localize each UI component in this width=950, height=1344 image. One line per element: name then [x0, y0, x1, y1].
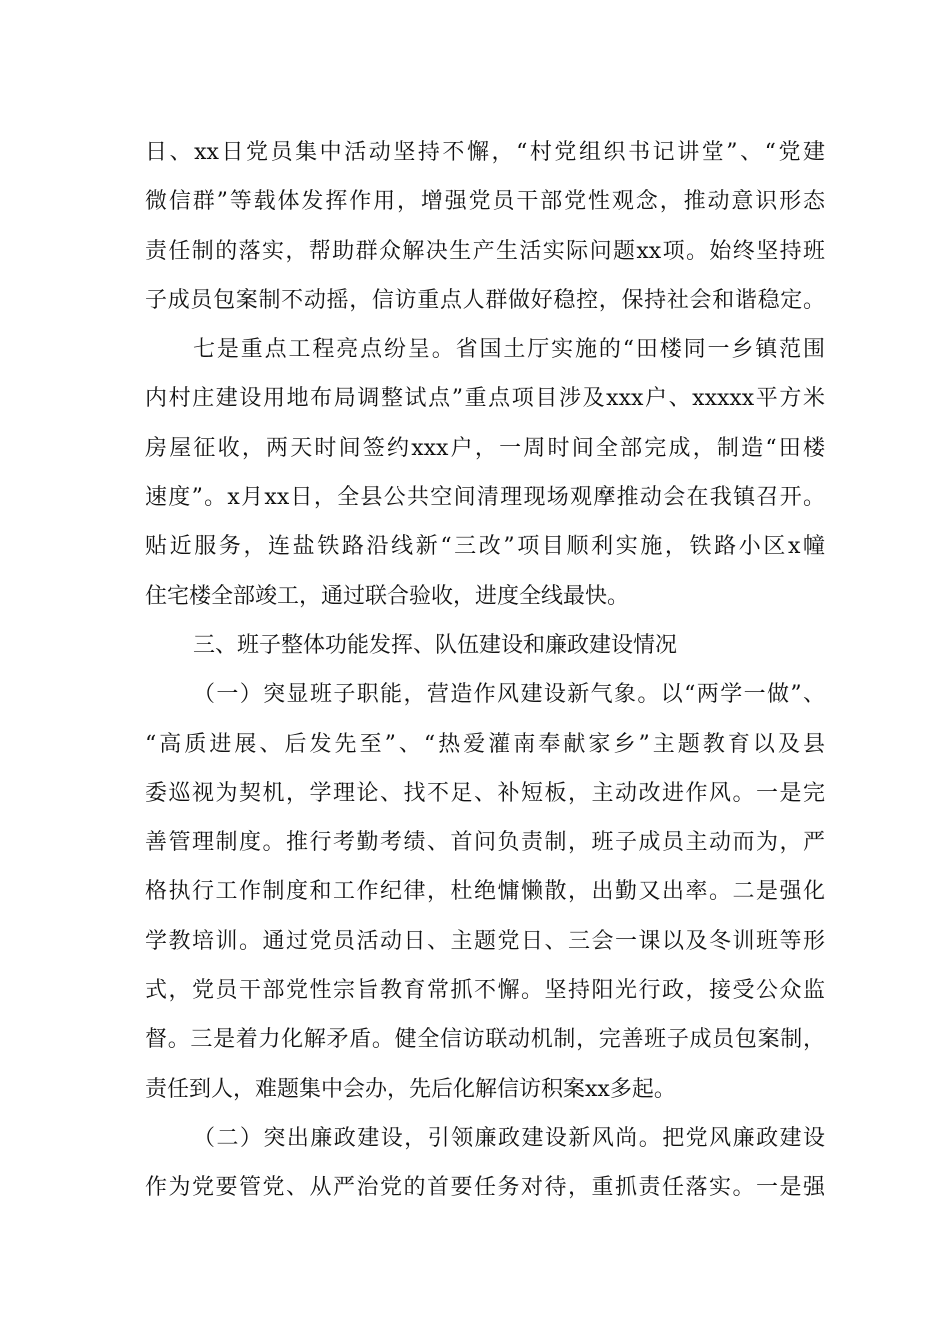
text-line: 督。三是着力化解矛盾。健全信访联动机制，完善班子成员包案制，	[145, 1027, 825, 1053]
text-line: 房屋征收，两天时间签约xxx户，一周时间全部完成，制造“田楼	[145, 435, 825, 461]
text-line: 善管理制度。推行考勤考绩、首问负责制，班子成员主动而为，严	[145, 830, 825, 856]
text-line: 日、xx日党员集中活动坚持不懈，“村党组织书记讲堂”、“党建	[145, 140, 825, 165]
text-line: 学教培训。通过党员活动日、主题党日、三会一课以及冬训班等形	[145, 928, 825, 954]
text-line: “高质进展、后发先至”、“热爱灌南奉献家乡”主题教育以及县	[145, 731, 825, 757]
text-line: 微信群”等载体发挥作用，增强党员干部党性观念，推动意识形态	[145, 189, 825, 215]
text-line: 贴近服务，连盐铁路沿线新“三改”项目顺利实施，铁路小区x幢	[145, 534, 825, 560]
paragraph-start-line: 七是重点工程亮点纷呈。省国土厅实施的“田楼同一乡镇范围	[193, 337, 825, 363]
text-line: 子成员包案制不动摇，信访重点人群做好稳控，保持社会和谐稳定。	[145, 287, 825, 313]
text-line: 作为党要管党、从严治党的首要任务对待，重抓责任落实。一是强	[145, 1175, 825, 1201]
text-line: 委巡视为契机，学理论、找不足、补短板，主动改进作风。一是完	[145, 780, 825, 806]
text-line: 住宅楼全部竣工，通过联合验收，进度全线最快。	[145, 583, 630, 609]
text-line: 格执行工作制度和工作纪律，杜绝慵懒散，出勤又出率。二是强化	[145, 879, 825, 905]
text-line: 式，党员干部党性宗旨教育常抓不懈。坚持阳光行政，接受公众监	[145, 978, 825, 1004]
text-line: 责任到人，难题集中会办，先后化解信访积案xx多起。	[145, 1076, 676, 1102]
section-heading: 三、班子整体功能发挥、队伍建设和廉政建设情况	[193, 632, 678, 658]
paragraph-start-line: （二）突出廉政建设，引领廉政建设新风尚。把党风廉政建设	[193, 1125, 825, 1151]
paragraph-start-line: （一）突显班子职能，营造作风建设新气象。以“两学一做”、	[193, 682, 825, 708]
document-body	[145, 128, 825, 1213]
text-line: 内村庄建设用地布局调整试点”重点项目涉及xxx户、xxxxx平方米	[145, 386, 825, 412]
text-line: 责任制的落实，帮助群众解决生产生活实际问题xx项。始终坚持班	[145, 238, 825, 264]
text-line: 速度”。x月xx日，全县公共空间清理现场观摩推动会在我镇召开。	[145, 485, 825, 511]
